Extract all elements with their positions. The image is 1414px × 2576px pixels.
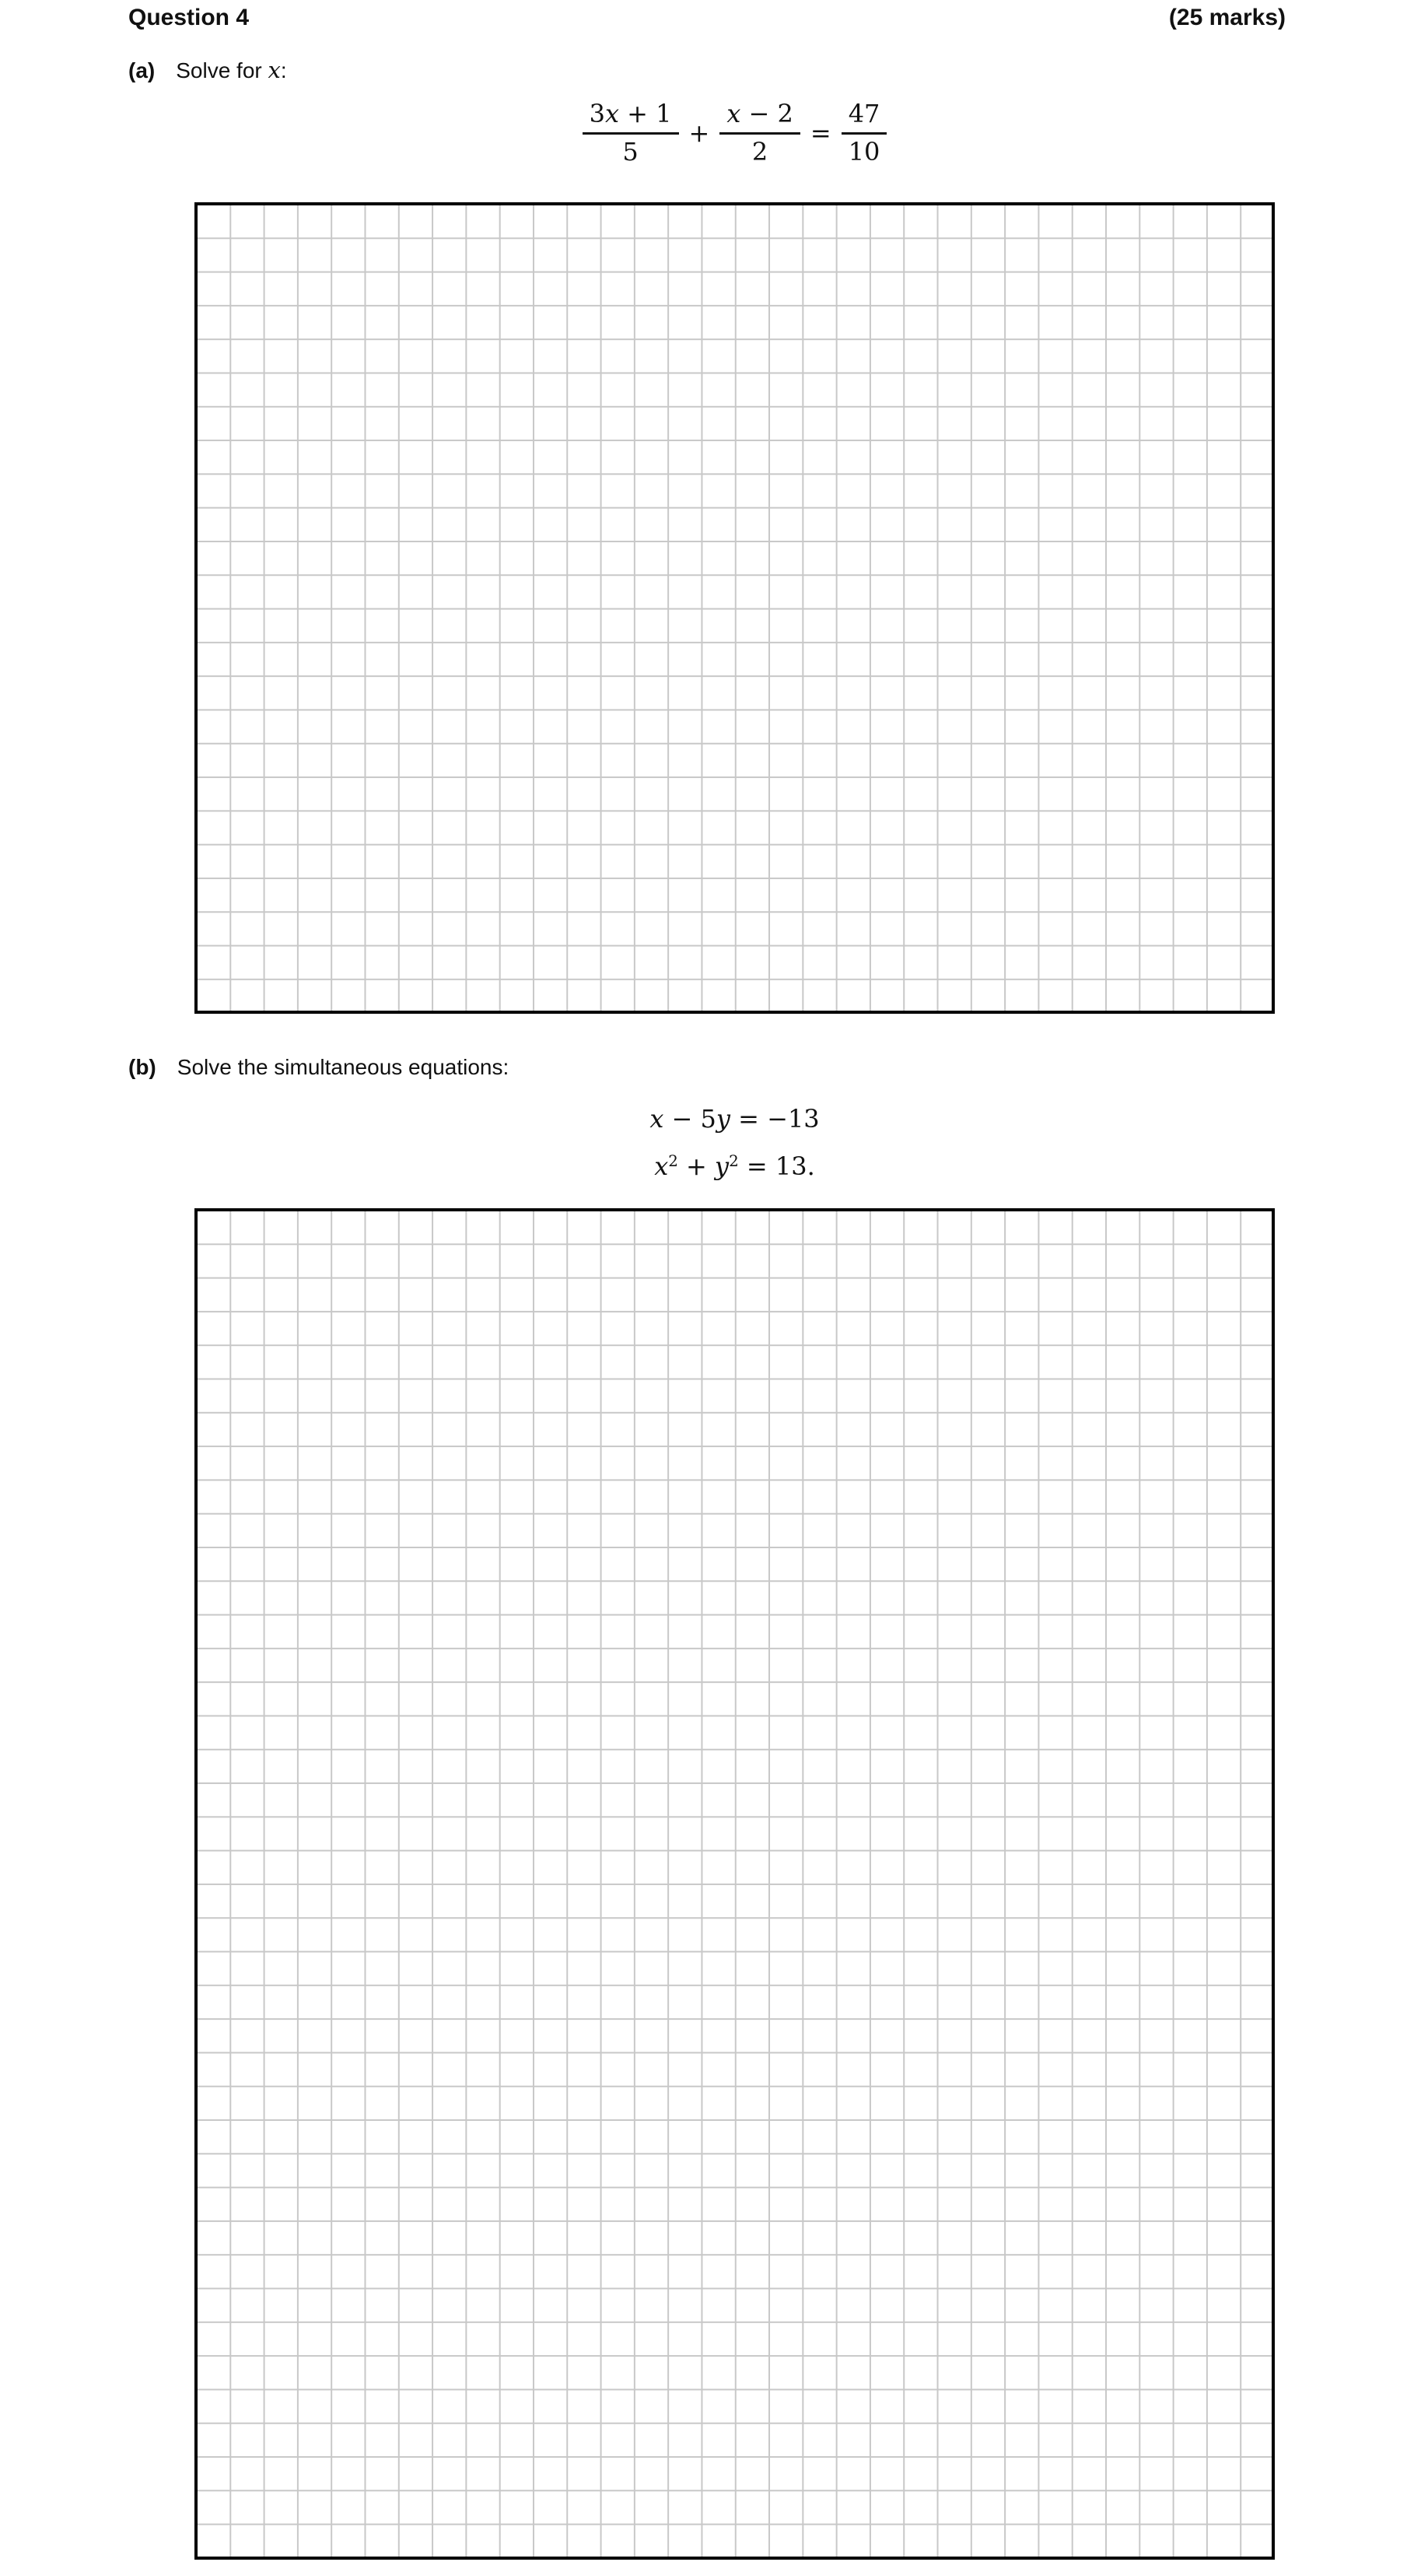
plus-operator: + — [688, 118, 710, 148]
plus-text: + — [677, 1151, 716, 1181]
exponent-2: 2 — [668, 1152, 678, 1170]
fraction-2-denominator: 2 — [751, 137, 768, 166]
answer-grid-b — [194, 1208, 1275, 2560]
equation-a — [194, 93, 1275, 173]
math-var-x: x — [268, 57, 281, 83]
part-b-heading — [128, 1055, 509, 1080]
question-header — [128, 5, 1286, 31]
part-a-prompt-colon: : — [280, 58, 287, 82]
part-a-heading — [128, 57, 287, 83]
equals-neg-13-text: = −13 — [730, 1104, 820, 1134]
fraction-2 — [719, 100, 800, 166]
part-b-label: (b) — [128, 1055, 156, 1079]
fraction-1-numerator — [583, 100, 679, 135]
math-var-y: y — [716, 1104, 730, 1134]
equals-sign: = — [810, 118, 831, 148]
math-var-x: x — [604, 98, 619, 128]
question-title: Question 4 — [128, 5, 250, 30]
math-var-x: x — [649, 1104, 664, 1134]
fraction-1 — [583, 100, 679, 166]
part-b-prompt: Solve the simultaneous equations: — [177, 1055, 509, 1079]
fraction-2-numerator — [719, 100, 800, 135]
fraction-3-numerator: 47 — [842, 100, 887, 135]
part-a-prompt-text: Solve for — [176, 58, 268, 82]
equals-13-text: = 13. — [738, 1151, 815, 1181]
math-var-y: y — [715, 1151, 730, 1181]
math-var-x: x — [726, 98, 741, 128]
equation-b1 — [194, 1105, 1275, 1133]
plus-1-text: + 1 — [618, 98, 672, 128]
coefficient-3: 3 — [589, 98, 605, 128]
fraction-3-denominator: 10 — [848, 137, 880, 166]
minus-5-text: − 5 — [663, 1104, 716, 1134]
equation-b2 — [194, 1148, 1275, 1180]
part-a-label: (a) — [128, 58, 156, 82]
answer-grid-a — [194, 202, 1275, 1014]
marks-label: (25 marks) — [1168, 5, 1286, 30]
exponent-2: 2 — [729, 1152, 739, 1170]
equation-b-group — [194, 1105, 1275, 1180]
fraction-3 — [842, 100, 887, 166]
math-var-x: x — [654, 1151, 669, 1181]
minus-2-text: − 2 — [740, 98, 793, 128]
part-a-prompt — [176, 58, 286, 82]
fraction-1-denominator: 5 — [622, 137, 639, 166]
